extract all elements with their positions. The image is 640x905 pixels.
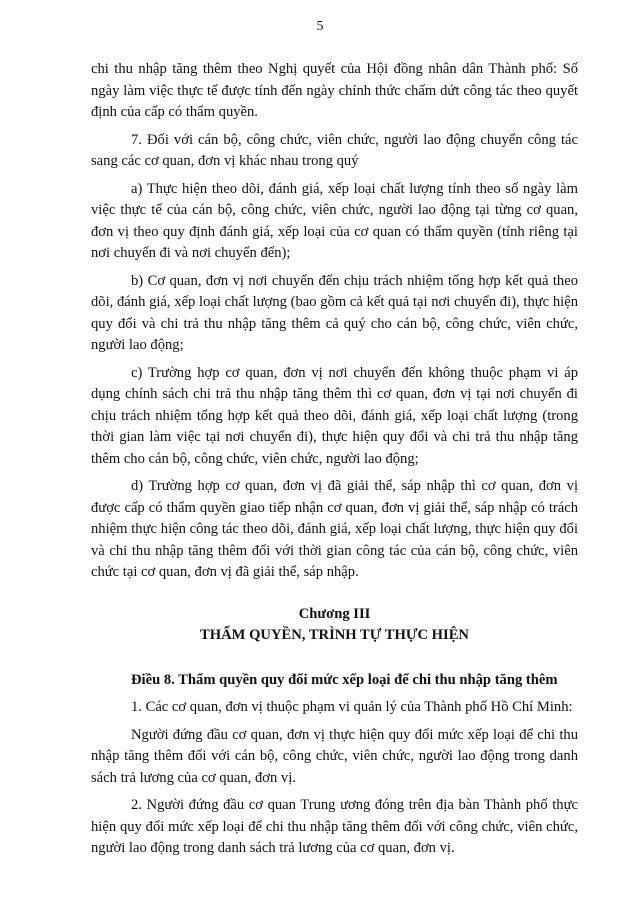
article-heading: Điều 8. Thẩm quyền quy đổi mức xếp loại để chi thu nhập tăng thêm: [131, 671, 558, 688]
paragraph: 1. Các cơ quan, đơn vị thuộc phạm vi quản lý của Thành phố Hồ Chí Minh:: [131, 699, 573, 715]
paragraph: a) Thực hiện theo dõi, đánh giá, xếp loại chất lượng tính theo số ngày làm việc thực tế của cán bộ, công chức, viên chức, người lao động tại từng cơ quan, đơn vị theo quy định đánh giá, xếp loại của cơ quan có thẩm quyền (tính riêng tại nơi chuyển đi và nơi chuyển đến);: [91, 180, 578, 261]
paragraph: d) Trường hợp cơ quan, đơn vị đã giải thể, sáp nhập thì cơ quan, đơn vị được cấp có thẩm quyền giao tiếp nhận cơ quan, đơn vị giải thể, sáp nhập có trách nhiệm thực hiện công tác theo dõi, đánh giá, xếp loại chất lượng, thực hiện quy đổi và chi thu nhập tăng thêm đối với thời gian công tác của cán bộ, công chức, viên chức tại cơ quan, đơn vị đã giải thể, sáp nhập.: [91, 478, 578, 580]
paragraph: c) Trường hợp cơ quan, đơn vị nơi chuyển đến không thuộc phạm vi áp dụng chính sách chi trả thu nhập tăng thêm thì cơ quan, đơn vị tại nơi chuyển đi chịu trách nhiệm tổng hợp kết quả theo dõi, đánh giá, xếp loại chất lượng (trong thời gian làm việc tại nơi chuyển đi), thực hiện quy đổi và chi trả thu nhập tăng thêm cho cán bộ, công chức, viên chức, người lao động;: [91, 364, 578, 467]
paragraph: chi thu nhập tăng thêm theo Nghị quyết của Hội đồng nhân dân Thành phố: Số ngày làm việc thực tế được tính đến ngày chính thức chấm dứt công tác theo quyết định của cấp có thẩm quyền.: [91, 61, 578, 120]
paragraph: b) Cơ quan, đơn vị nơi chuyển đến chịu trách nhiệm tổng hợp kết quả theo dõi, đánh giá, xếp loại chất lượng (bao gồm cả kết quả tại nơi chuyển đi), thực hiện quy đổi và chi trả thu nhập tăng thêm cả quý cho cán bộ, công chức, viên chức, người lao động;: [91, 272, 578, 353]
chapter-number: Chương III: [298, 605, 371, 622]
paragraph: Người đứng đầu cơ quan, đơn vị thực hiện quy đổi mức xếp loại để chi thu nhập tăng thêm đối với cán bộ, công chức, viên chức, người lao động trong danh sách trả lương của cơ quan, đơn vị.: [91, 726, 578, 786]
chapter-title: THẨM QUYỀN, TRÌNH TỰ THỰC HIỆN: [200, 626, 469, 643]
paragraph: 2. Người đứng đầu cơ quan Trung ương đóng trên địa bàn Thành phố thực hiện quy đổi mức xếp loại để chi thu nhập tăng thêm đối với công chức, viên chức, người lao động trong danh sách trả lương của cơ quan, đơn vị.: [91, 797, 578, 856]
page-number: 5: [316, 19, 324, 34]
document-body: [91, 59, 578, 860]
paragraph: 7. Đối với cán bộ, công chức, viên chức, người lao động chuyển công tác sang các cơ quan, đơn vị khác nhau trong quý: [91, 131, 578, 169]
